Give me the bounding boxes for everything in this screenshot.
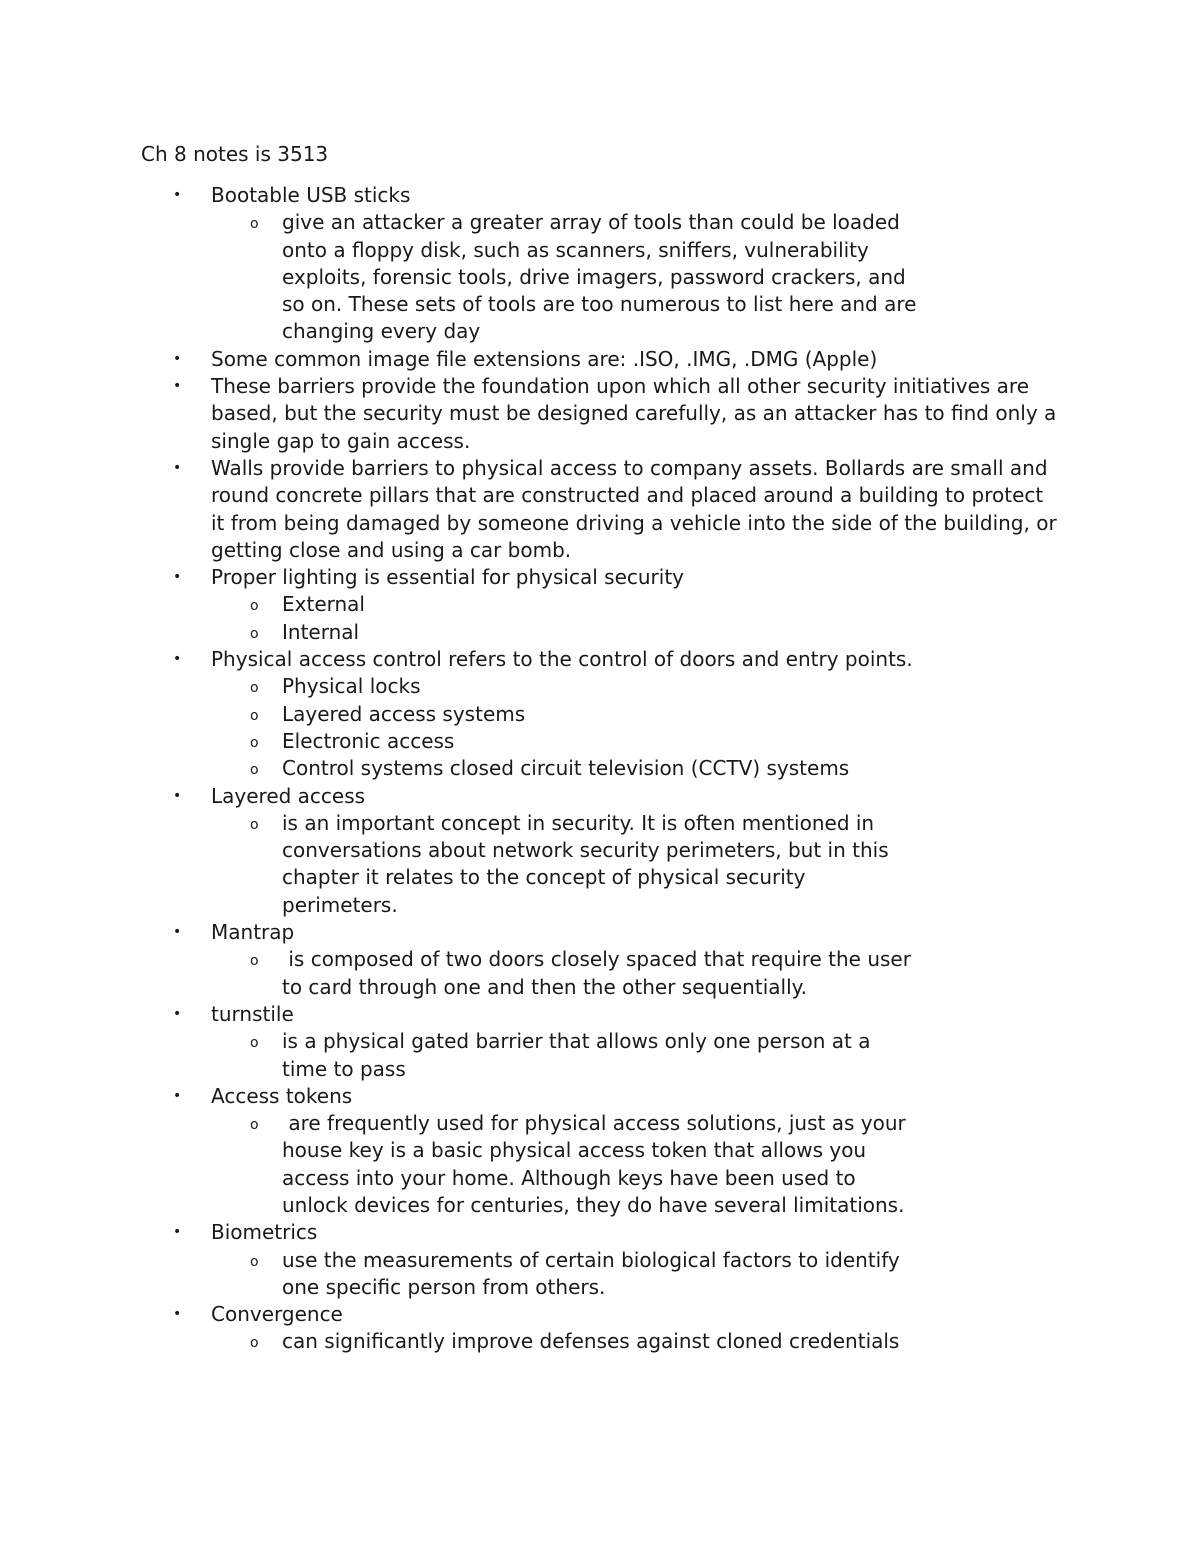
bullet-icon: • [173,350,182,367]
bullet-icon: • [173,924,182,941]
sub-list-item-text: Internal [282,619,360,644]
circle-bullet-icon: o [250,1335,259,1352]
sub-list-item-text: use the measurements of certain biological factors to identify one specific person from others. [282,1247,907,1299]
list-item-text: Access tokens [211,1083,353,1108]
list-item [0,455,1200,564]
circle-bullet-icon: o [250,1253,259,1270]
circle-bullet-icon: o [250,598,259,615]
sub-list-item-text: give an attacker a greater array of tools than could be loaded onto a floppy disk, such as scanners, sniffers, vulnerability exploits, forensic tools, drive imagers, password crackers, and so on. These sets of tools are too numerous to list here and are changing every day [282,210,923,344]
sub-list-item-text: is composed of two doors closely spaced that require the user to card through one and then the other sequentially. [282,947,918,999]
bullet-icon: • [173,1087,182,1104]
list-item-text: Layered access [211,783,366,808]
sub-list-item [0,728,1060,755]
list-item-text: turnstile [211,1001,294,1026]
bullet-icon: • [173,459,182,476]
circle-bullet-icon: o [250,680,259,697]
circle-bullet-icon: o [250,816,259,833]
bullet-icon: • [173,651,182,668]
sub-list-item [0,1110,1060,1219]
sub-list-item [0,619,1060,646]
list-item-text: Biometrics [211,1220,318,1245]
sub-list-item-text: External [282,592,365,617]
sub-list-item-text: Physical locks [282,674,421,699]
list-item [0,1083,1200,1219]
list-item [0,919,1200,1001]
sub-list [211,1247,1060,1302]
list-item-text: Bootable USB sticks [211,183,411,207]
sub-list-item [0,946,1060,1001]
list-item-text: Physical access control refers to the control of doors and entry points. [211,647,913,672]
sub-list-item-text: Layered access systems [282,701,526,726]
sub-list-item-text: Electronic access [282,728,455,753]
circle-bullet-icon: o [250,734,259,751]
sub-list-item [0,1247,1060,1302]
list-item [0,1219,1200,1301]
sub-list-item [0,701,1060,728]
sub-list [211,810,1060,919]
list-item [0,346,1200,373]
bullet-icon: • [173,1005,182,1022]
sub-list-item [0,673,1060,700]
list-item [0,373,1200,455]
bullet-icon: • [173,1224,182,1241]
circle-bullet-icon: o [250,762,259,779]
sub-list-item [0,1028,1060,1083]
list-item [0,564,1200,646]
circle-bullet-icon: o [250,707,259,724]
sub-list-item [0,209,1060,345]
sub-list-item [0,810,1060,919]
page-title: Ch 8 notes is 3513 [141,142,329,166]
list-item [0,1301,1200,1356]
bullet-icon: • [173,1306,182,1323]
list-item-text: Convergence [211,1302,343,1327]
circle-bullet-icon: o [250,1035,259,1052]
bullet-icon: • [173,187,182,203]
list-item-text: Mantrap [211,920,295,945]
circle-bullet-icon: o [250,216,259,233]
circle-bullet-icon: o [250,953,259,970]
notes-list [0,182,1200,1356]
sub-list-item-text: is an important concept in security. It is often mentioned in conversations about network security perimeters, but in this chapter it relates to the concept of physical security perimeters. [282,810,895,917]
sub-list [211,209,1060,345]
bullet-icon: • [173,787,182,804]
list-item [0,783,1200,919]
list-item [0,646,1200,782]
list-item-text: These barriers provide the foundation upon which all other security initiatives are based, but the security must be designed carefully, as an attacker has to find only a single gap to gain access. [211,374,1057,453]
sub-list [211,591,1060,646]
sub-list-item-text: is a physical gated barrier that allows only one person at a time to pass [282,1029,877,1081]
sub-list-item-text: are frequently used for physical access solutions, just as your house key is a basic physical access token that allows you access into your home. Although keys have been used to unlock devices for centuries, they do have several limitations. [282,1111,913,1217]
list-item [0,182,1200,346]
sub-list [211,1028,1060,1083]
circle-bullet-icon: o [250,625,259,642]
circle-bullet-icon: o [250,1117,259,1134]
sub-list-item-text: can significantly improve defenses against cloned credentials [282,1329,900,1354]
list-item-text: Walls provide barriers to physical access to company assets. Bollards are small and round concrete pillars that are constructed and placed around a building to protect it from being damaged by someone driving a vehicle into the side of the building, or getting close and using a car bomb. [211,455,1057,562]
list-item [0,1001,1200,1083]
sub-list [211,673,1060,782]
sub-list-item [0,755,1060,782]
list-item-text: Some common image file extensions are: .ISO, .IMG, .DMG (Apple) [211,346,878,371]
bullet-icon: • [173,569,182,586]
list-item-text: Proper lighting is essential for physical security [211,565,685,590]
sub-list-item [0,591,1060,618]
bullet-icon: • [173,378,182,395]
sub-list [211,1110,1060,1219]
sub-list [211,1328,1060,1355]
sub-list-item [0,1328,1060,1355]
sub-list-item-text: Control systems closed circuit television (CCTV) systems [282,756,850,781]
sub-list [211,946,1060,1001]
